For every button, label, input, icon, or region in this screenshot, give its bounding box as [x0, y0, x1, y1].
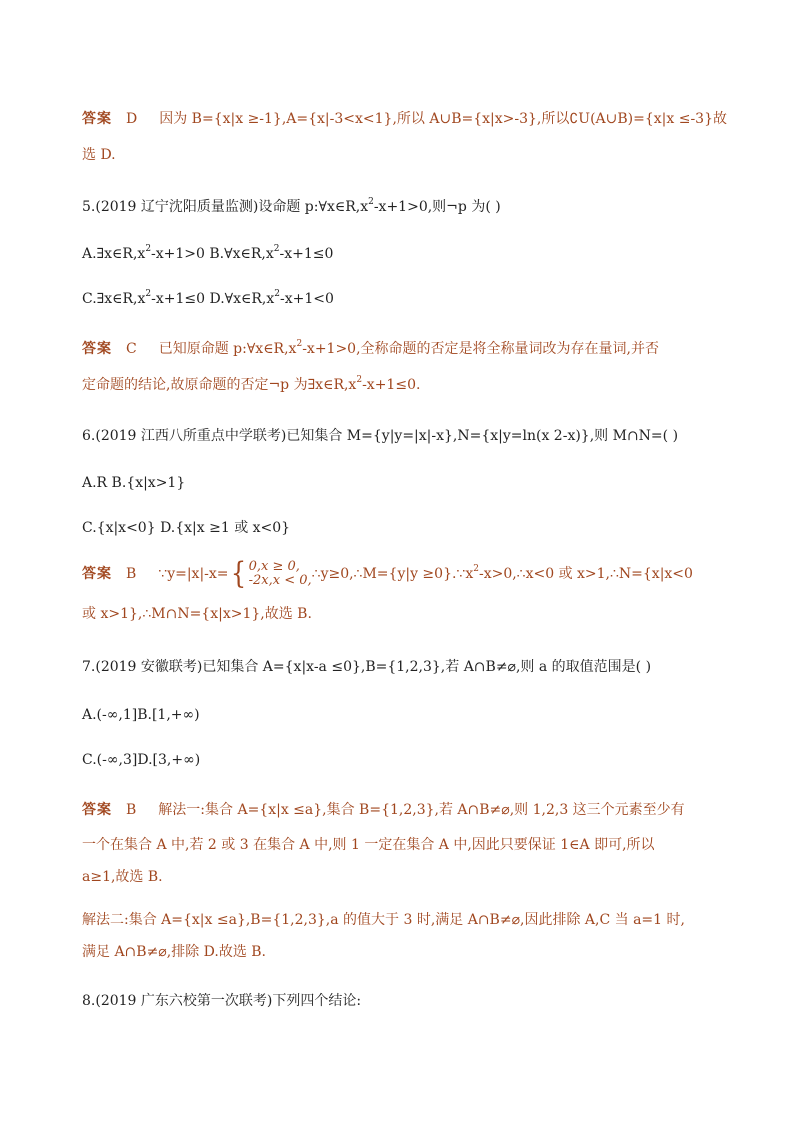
q6-answer-sup: 2: [473, 564, 479, 575]
q5-option-b-sup: 2: [273, 244, 280, 255]
q5-answer-line-1: [82, 340, 659, 358]
q5-answer-text-2: -x+1>0,全称命题的否定是将全称量词改为存在量词,并否: [302, 341, 659, 357]
q5-option-d-sup: 2: [274, 289, 280, 300]
piecewise-case-2: -2x,x < 0,: [248, 573, 312, 588]
q7-solution-1-text-3: a≥1,故选 B.: [82, 869, 163, 885]
q8-stem-text: 8.(2019 广东六校第一次联考)下列四个结论:: [82, 993, 362, 1009]
answer-label: 答案: [82, 111, 112, 127]
q5-answer-text-4: -x+1≤0.: [362, 377, 421, 393]
q6-options-ab: [82, 474, 185, 492]
q4-answer-text: 因为 B={x|x ≥-1},A={x|-3<x<1},所以 A∪B={x|x>-3},所以∁U(A∪B)={x|x ≤-3}故: [159, 111, 727, 127]
q7-solution-2-text-2: 满足 A∩B≠⌀,排除 D.故选 B.: [82, 944, 267, 960]
q8-stem: [82, 992, 361, 1010]
q7-answer-line-5: [82, 943, 266, 961]
q7-solution-1-text-2: 一个在集合 A 中,若 2 或 3 在集合 A 中,则 1 一定在集合 A 中,因此只要保证 1∈A 即可,所以: [82, 837, 655, 853]
q7-answer-line-2: [82, 836, 655, 854]
q5-option-b-rest: -x+1≤0: [279, 246, 334, 262]
q4-answer-choice: D: [126, 111, 138, 127]
piecewise-cases: [249, 560, 312, 588]
q5-answer-text: 已知原命题 p:∀x∈R,x: [158, 341, 297, 357]
q7-answer-choice: B: [126, 802, 137, 818]
q7-options-ab-text: A.(-∞,1]B.[1,+∞): [82, 707, 200, 723]
q4-answer-text-2: 选 D.: [82, 147, 116, 163]
q5-option-c: C.∃x∈R,x: [82, 291, 146, 307]
q7-solution-1-text: 解法一:集合 A={x|x ≤a},集合 B={1,2,3},若 A∩B≠⌀,则 1,2,3 这三个元素至少有: [158, 802, 685, 818]
piecewise-case-1: 0,x ≥ 0,: [248, 559, 300, 574]
q6-answer-text-4: 或 x>1},∴M∩N={x|x>1},故选 B.: [82, 606, 312, 622]
q7-options-cd-text: C.(-∞,3]D.[3,+∞): [82, 752, 201, 768]
q6-stem: [82, 427, 678, 445]
q5-stem-sup: 2: [368, 197, 374, 208]
q6-answer-line-2: [82, 605, 312, 623]
q5-options-cd: [82, 290, 334, 308]
q6-answer-choice: B: [126, 566, 137, 582]
q6-answer-line-1: [82, 558, 693, 590]
q5-answer-text-3: 定命题的结论,故原命题的否定¬p 为∃x∈R,x: [82, 377, 357, 393]
q5-option-c-sup: 2: [145, 289, 152, 300]
q7-answer-line-3: [82, 868, 163, 886]
q5-option-d-rest: -x+1<0: [280, 291, 334, 307]
q5-stem-text: 5.(2019 辽宁沈阳质量监测)设命题 p:∀x∈R,x: [82, 199, 369, 215]
q5-answer-line-2: [82, 376, 420, 394]
q5-option-a: A.∃x∈R,x: [82, 246, 146, 262]
q5-answer-choice: C: [126, 341, 137, 357]
answer-label: 答案: [82, 566, 112, 582]
q6-answer-text-3: -x>0,∴x<0 或 x>1,∴N={x|x<0: [478, 566, 693, 582]
q7-stem: [82, 658, 651, 676]
q5-option-a-sup: 2: [145, 244, 152, 255]
q7-solution-2-text: 解法二:集合 A={x|x ≤a},B={1,2,3},a 的值大于 3 时,满足 A∩B≠⌀,因此排除 A,C 当 a=1 时,: [82, 912, 685, 928]
q6-options-cd: [82, 519, 290, 537]
q5-answer-sup-2: 2: [356, 375, 363, 386]
q5-stem: [82, 198, 501, 216]
q7-options-ab: [82, 706, 200, 724]
q7-stem-text: 7.(2019 安徽联考)已知集合 A={x|x-a ≤0},B={1,2,3},若 A∩B≠⌀,则 a 的取值范围是( ): [82, 659, 652, 675]
q4-answer-line-2: [82, 146, 116, 164]
answer-label: 答案: [82, 341, 112, 357]
q5-stem-text-2: -x+1>0,则¬p 为( ): [373, 199, 501, 215]
q7-answer-line-1: [82, 801, 685, 819]
q6-options-ab-text: A.R B.{x|x>1}: [82, 475, 186, 491]
q7-options-cd: [82, 751, 200, 769]
q5-answer-sup: 2: [296, 339, 303, 350]
q5-options-ab: [82, 245, 333, 263]
q6-options-cd-text: C.{x|x<0} D.{x|x ≥1 或 x<0}: [82, 520, 291, 536]
q5-option-c-rest: -x+1≤0 D.∀x∈R,x: [151, 291, 275, 307]
q5-option-a-rest: -x+1>0 B.∀x∈R,x: [151, 246, 274, 262]
q4-answer-line-1: [82, 110, 727, 128]
piecewise-brace: {: [230, 556, 246, 591]
q6-answer-text: ∵y=|x|-x=: [158, 566, 229, 582]
q7-answer-line-4: [82, 911, 685, 929]
q6-stem-text: 6.(2019 江西八所重点中学联考)已知集合 M={y|y=|x|-x},N={x|y=ln(x 2-x)},则 M∩N=( ): [82, 428, 679, 444]
answer-label: 答案: [82, 802, 112, 818]
q6-answer-text-2: ∴y≥0,∴M={y|y ≥0}.∵x: [311, 566, 474, 582]
